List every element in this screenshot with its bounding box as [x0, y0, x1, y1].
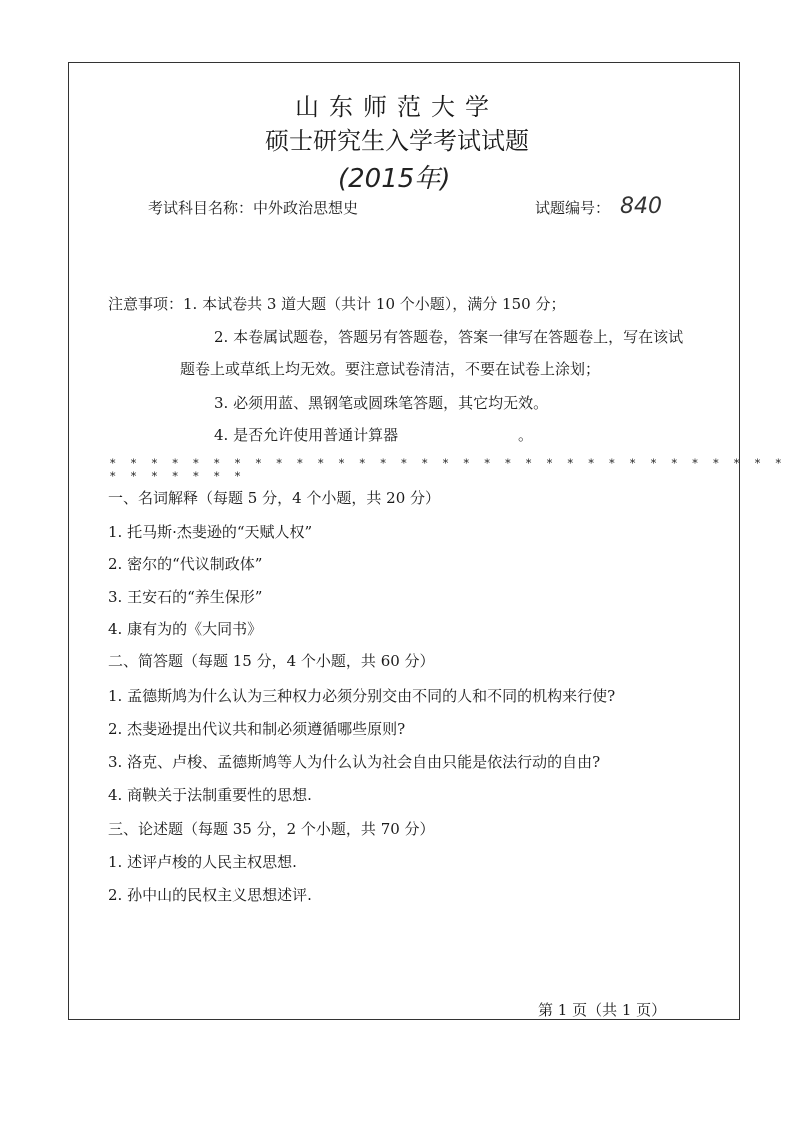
question: 4. 商鞅关于法制重要性的思想. — [108, 786, 312, 804]
question: 2. 密尔的“代议制政体” — [108, 555, 263, 573]
handwritten-code: 840 — [620, 194, 662, 219]
question: 1. 托马斯·杰斐逊的“天赋人权” — [108, 523, 313, 541]
note-4: 4. 是否允许使用普通计算器 — [214, 426, 399, 444]
note-2b: 题卷上或草纸上均无效。要注意试卷清洁，不要在试卷上涂划； — [180, 360, 601, 378]
page-number: 第 1 页（共 1 页） — [538, 1001, 667, 1019]
question: 2. 孙中山的民权主义思想述评. — [108, 886, 312, 904]
section-3-heading: 三、论述题（每题 35 分，2 个小题，共 70 分） — [108, 820, 435, 838]
section-2-heading: 二、简答题（每题 15 分，4 个小题，共 60 分） — [108, 652, 435, 670]
handwritten-year: (2015年) — [338, 164, 451, 194]
note-3: 3. 必须用蓝、黑钢笔或圆珠笔答题，其它均无效。 — [214, 394, 549, 412]
question: 4. 康有为的《大同书》 — [108, 620, 263, 638]
note-1: 注意事项：1. 本试卷共 3 道大题（共计 10 个小题），满分 150 分； — [108, 295, 566, 313]
question: 1. 述评卢梭的人民主权思想. — [108, 853, 297, 871]
question: 2. 杰斐逊提出代议共和制必须遵循哪些原则? — [108, 720, 406, 738]
note-2a: 2. 本卷属试题卷，答题另有答题卷，答案一律写在答题卷上，写在该试 — [214, 328, 684, 346]
section-1-heading: 一、名词解释（每题 5 分，4 个小题，共 20 分） — [108, 489, 441, 507]
note-4-end: 。 — [518, 426, 534, 444]
subject-label: 考试科目名称：中外政治思想史 — [148, 199, 359, 217]
code-label: 试题编号： — [535, 199, 611, 217]
question: 3. 王安石的“养生保形” — [108, 588, 263, 606]
separator: * * * * * * * * * * * * * * * * * * * * * * * * * * * * * * * * * * * * * * * * — [110, 457, 787, 483]
university-title: 山东师范大学 — [295, 93, 499, 121]
question: 1. 孟德斯鸠为什么认为三种权力必须分别交由不同的人和不同的机构来行使? — [108, 687, 616, 705]
exam-title: 硕士研究生入学考试试题 — [265, 127, 529, 155]
question: 3. 洛克、卢梭、孟德斯鸠等人为什么认为社会自由只能是依法行动的自由? — [108, 753, 601, 771]
